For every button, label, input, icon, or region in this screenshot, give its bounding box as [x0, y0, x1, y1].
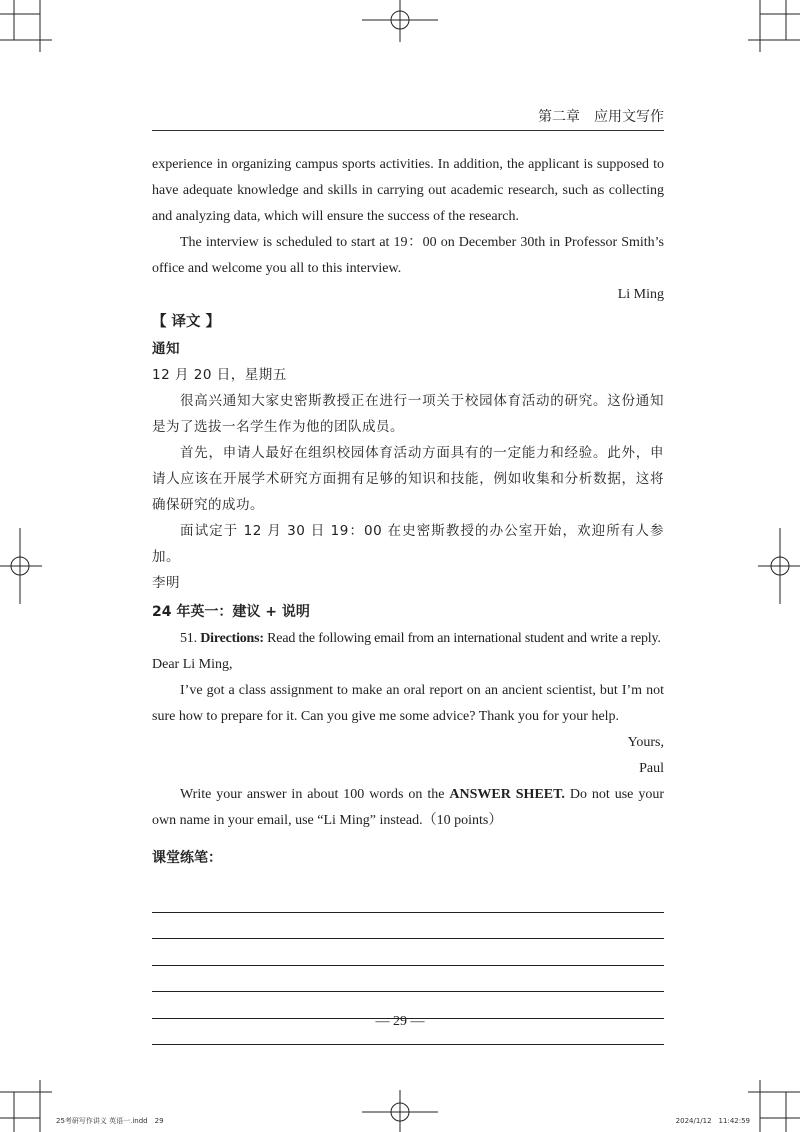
writing-line: [152, 966, 664, 993]
page-number: — 29 —: [375, 1014, 425, 1029]
directions-text: Read the following email from an international student and write a reply.: [267, 631, 661, 646]
translation-paragraph-1: 很高兴通知大家史密斯教授正在进行一项关于校园体育活动的研究。这份通知是为了选拔一名学生作为他的团队成员。: [152, 393, 664, 435]
email-sender: Paul: [639, 761, 664, 776]
registration-mark-right: [758, 528, 800, 604]
registration-mark-bottom: [362, 1090, 438, 1132]
email-salutation: Dear Li Ming,: [152, 657, 233, 672]
chapter-header: 第二章 应用文写作: [538, 109, 664, 125]
instructions-part-2: Do not use your own name in your email, use “Li Ming” instead.（10 points）: [152, 787, 664, 828]
email-body: I’ve got a class assignment to make an oral report on an ancient scientist, but I’m not sure how to prepare for it. Can you give me some advice? Thank you for your help.: [152, 683, 664, 724]
writing-line: [152, 913, 664, 940]
translation-paragraph-3: 面试定于 12 月 30 日 19：00 在史密斯教授的办公室开始，欢迎所有人参加。: [152, 523, 664, 565]
passage-paragraph-1: experience in organizing campus sports activities. In addition, the applicant is supposed to have adequate knowledge and skills in carrying out academic research, such as collecting and analyzing data, which will ensure the success of the research.: [152, 157, 664, 224]
email-closing: Yours,: [627, 735, 664, 750]
passage-paragraph-2: The interview is scheduled to start at 19：00 on December 30th in Professor Smith’s office and welcome you all to this interview.: [152, 235, 664, 276]
exercise-directions: [152, 626, 664, 652]
translation-signature: 李明: [152, 575, 180, 591]
translation-title: 通知: [152, 341, 180, 357]
main-content: [152, 152, 664, 1045]
instructions-part-1: Write your answer in about 100 words on the: [180, 787, 445, 802]
writing-line: [152, 886, 664, 913]
translation-date: 12 月 20 日，星期五: [152, 367, 287, 383]
translation-paragraph-2: 首先，申请人最好在组织校园体育活动方面具有的一定能力和经验。此外，申请人应该在开展学术研究方面拥有足够的知识和技能，例如收集和分析数据，这将确保研究的成功。: [152, 445, 664, 513]
writing-instructions: [152, 782, 664, 834]
writing-line: [152, 939, 664, 966]
timestamp-slug: 2024/1/12 11:42:59: [675, 1117, 750, 1125]
passage-signature: Li Ming: [617, 287, 664, 302]
registration-mark-left: [0, 528, 42, 604]
header-rule: [152, 130, 664, 131]
registration-mark-top: [362, 0, 438, 42]
practice-label: 课堂练笔：: [152, 850, 222, 866]
exercise-number: 51.: [180, 631, 197, 646]
answer-sheet-label: ANSWER SHEET.: [449, 787, 565, 802]
exercise-heading: 24 年英一：建议 + 说明: [152, 604, 310, 620]
translation-label: 【 译文 】: [152, 314, 221, 330]
directions-label: Directions:: [200, 631, 264, 646]
file-slug: 25考研写作讲义 英语一.indd 29: [56, 1117, 164, 1125]
